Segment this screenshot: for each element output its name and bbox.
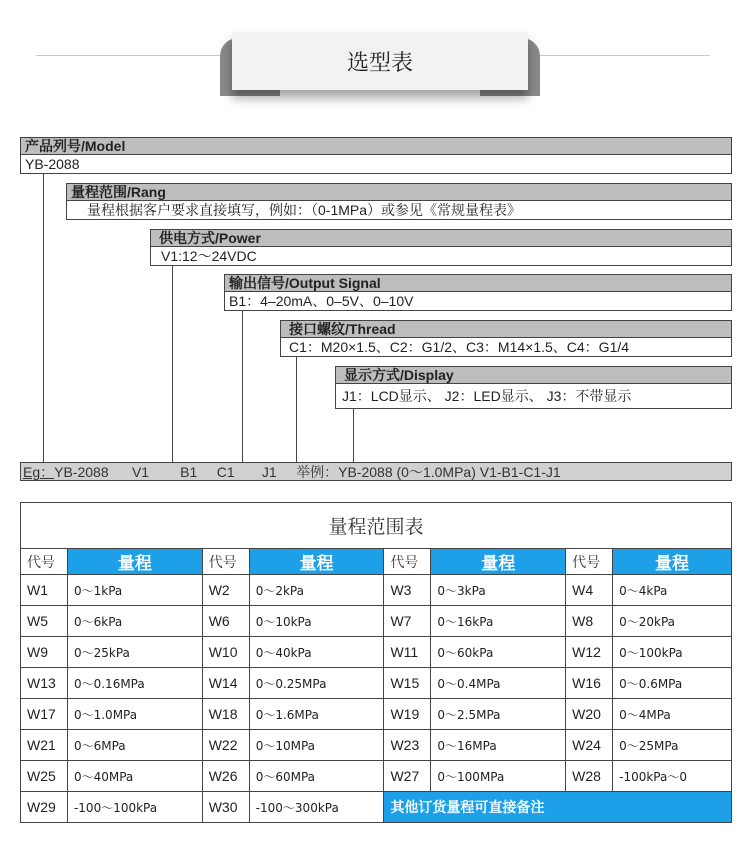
connector-line-range [66, 183, 67, 220]
range-value-cell: 0～40kPa [249, 637, 384, 668]
range-code-cell: W21 [21, 730, 68, 761]
range-code-cell: W25 [21, 761, 68, 792]
range-value-cell: -100～300kPa [249, 792, 384, 823]
range-value-cell: 0～0.6MPa [613, 668, 732, 699]
range-value-cell: 0～60kPa [431, 637, 566, 668]
range-code-cell: W20 [566, 699, 613, 730]
range-table-title: 量程范围表 [21, 503, 732, 549]
connector-line-power-edge [150, 229, 151, 266]
connector-line-output-edge [224, 274, 225, 311]
range-value-cell: -100kPa～0 [613, 761, 732, 792]
range-code-cell: W16 [566, 668, 613, 699]
power-value: V1:12～24VDC [150, 247, 732, 266]
range-value-cell: 0～0.25MPa [249, 668, 384, 699]
connector-line-model [43, 174, 44, 462]
range-value-cell: 0～1.6MPa [249, 699, 384, 730]
range-value-cell: 0～10kPa [249, 606, 384, 637]
range-value-cell: 0～4MPa [613, 699, 732, 730]
range-value-cell: 0～16kPa [431, 606, 566, 637]
range-value: 量程根据客户要求直接填写，例如：（0-1MPa）或参见《常规量程表》 [66, 201, 732, 220]
table-row [21, 575, 732, 606]
range-code-cell: W18 [202, 699, 249, 730]
title-rule-right [525, 55, 710, 56]
range-header-cell: 量程 [431, 549, 566, 575]
range-code-cell: W11 [384, 637, 431, 668]
range-value-cell: 0～25kPa [67, 637, 202, 668]
thread-header: 接口螺纹/Thread [280, 320, 732, 338]
range-value-cell: 0～0.16MPa [67, 668, 202, 699]
code-header: 代号 [202, 549, 249, 575]
range-value-cell: 0～6kPa [67, 606, 202, 637]
connector-line-display-edge [335, 366, 336, 409]
range-code-cell: W2 [202, 575, 249, 606]
title-tab [220, 32, 540, 96]
page-title: 选型表 [232, 32, 528, 90]
table-row [21, 730, 732, 761]
range-value-cell: 0～40MPa [67, 761, 202, 792]
range-code-cell: W1 [21, 575, 68, 606]
connector-line-thread-edge [280, 320, 281, 357]
range-code-cell: W23 [384, 730, 431, 761]
example-head: Eg： [23, 464, 55, 480]
range-value-cell: 0～0.4MPa [431, 668, 566, 699]
range-value-cell: 0～4kPa [613, 575, 732, 606]
example-codes: YB-2088 V1 B1 C1 J1 [54, 464, 277, 480]
range-value-cell: 0～60MPa [249, 761, 384, 792]
range-value-cell: 0～1.0MPa [67, 699, 202, 730]
output-value: B1：4–20mA、0–5V、0–10V [224, 292, 732, 311]
range-value-cell: 0～2kPa [249, 575, 384, 606]
range-code-cell: W9 [21, 637, 68, 668]
range-code-cell: W27 [384, 761, 431, 792]
connector-line-power [172, 266, 173, 462]
range-header-cell: 量程 [67, 549, 202, 575]
code-header: 代号 [566, 549, 613, 575]
range-value-cell: 0～100kPa [613, 637, 732, 668]
range-table [20, 502, 732, 823]
thread-value: C1：M20×1.5、C2：G1/2、C3：M14×1.5、C4：G1/4 [280, 338, 732, 357]
table-row [21, 668, 732, 699]
range-code-cell: W12 [566, 637, 613, 668]
range-value-cell: 0～1kPa [67, 575, 202, 606]
table-row [21, 792, 732, 823]
range-header-cell: 量程 [613, 549, 732, 575]
range-value-cell: 0～100MPa [431, 761, 566, 792]
output-header: 输出信号/Output Signal [224, 274, 732, 292]
title-rule-left [36, 55, 236, 56]
range-value-cell: 0～3kPa [431, 575, 566, 606]
code-header: 代号 [21, 549, 68, 575]
range-note-cell: 其他订货量程可直接备注 [384, 792, 732, 823]
range-header: 量程范围/Rang [66, 183, 732, 201]
range-header-cell: 量程 [249, 549, 384, 575]
range-code-cell: W26 [202, 761, 249, 792]
power-header: 供电方式/Power [150, 229, 732, 247]
range-code-cell: W10 [202, 637, 249, 668]
range-code-cell: W17 [21, 699, 68, 730]
connector-line-output [242, 311, 243, 462]
range-code-cell: W7 [384, 606, 431, 637]
display-value: J1：LCD显示、 J2：LED显示、 J3：不带显示 [335, 384, 732, 409]
range-code-cell: W22 [202, 730, 249, 761]
range-code-cell: W15 [384, 668, 431, 699]
model-header: 产品列号/Model [20, 137, 732, 155]
code-header: 代号 [384, 549, 431, 575]
range-code-cell: W5 [21, 606, 68, 637]
range-value-cell: 0～25MPa [613, 730, 732, 761]
connector-line-thread [296, 357, 297, 462]
table-row [21, 606, 732, 637]
range-value-cell: 0～20kPa [613, 606, 732, 637]
table-row [21, 637, 732, 668]
example-bar [20, 462, 732, 481]
range-code-cell: W14 [202, 668, 249, 699]
display-header: 显示方式/Display [335, 366, 732, 384]
range-table-caption-row [21, 503, 732, 549]
range-value-cell: 0～10MPa [249, 730, 384, 761]
example-text: 举例：YB-2088 (0～1.0MPa) V1-B1-C1-J1 [296, 464, 561, 480]
range-code-cell: W29 [21, 792, 68, 823]
connector-line-display [353, 409, 354, 462]
range-code-cell: W28 [566, 761, 613, 792]
range-code-cell: W6 [202, 606, 249, 637]
range-code-cell: W30 [202, 792, 249, 823]
range-value-cell: 0～2.5MPa [431, 699, 566, 730]
range-code-cell: W24 [566, 730, 613, 761]
range-value-cell: -100～100kPa [67, 792, 202, 823]
range-code-cell: W3 [384, 575, 431, 606]
range-code-cell: W8 [566, 606, 613, 637]
range-value-cell: 0～16MPa [431, 730, 566, 761]
table-row [21, 761, 732, 792]
range-code-cell: W4 [566, 575, 613, 606]
range-code-cell: W19 [384, 699, 431, 730]
range-code-cell: W13 [21, 668, 68, 699]
range-table-header-row [21, 549, 732, 575]
table-row [21, 699, 732, 730]
model-value: YB-2088 [20, 155, 732, 174]
range-value-cell: 0～6MPa [67, 730, 202, 761]
